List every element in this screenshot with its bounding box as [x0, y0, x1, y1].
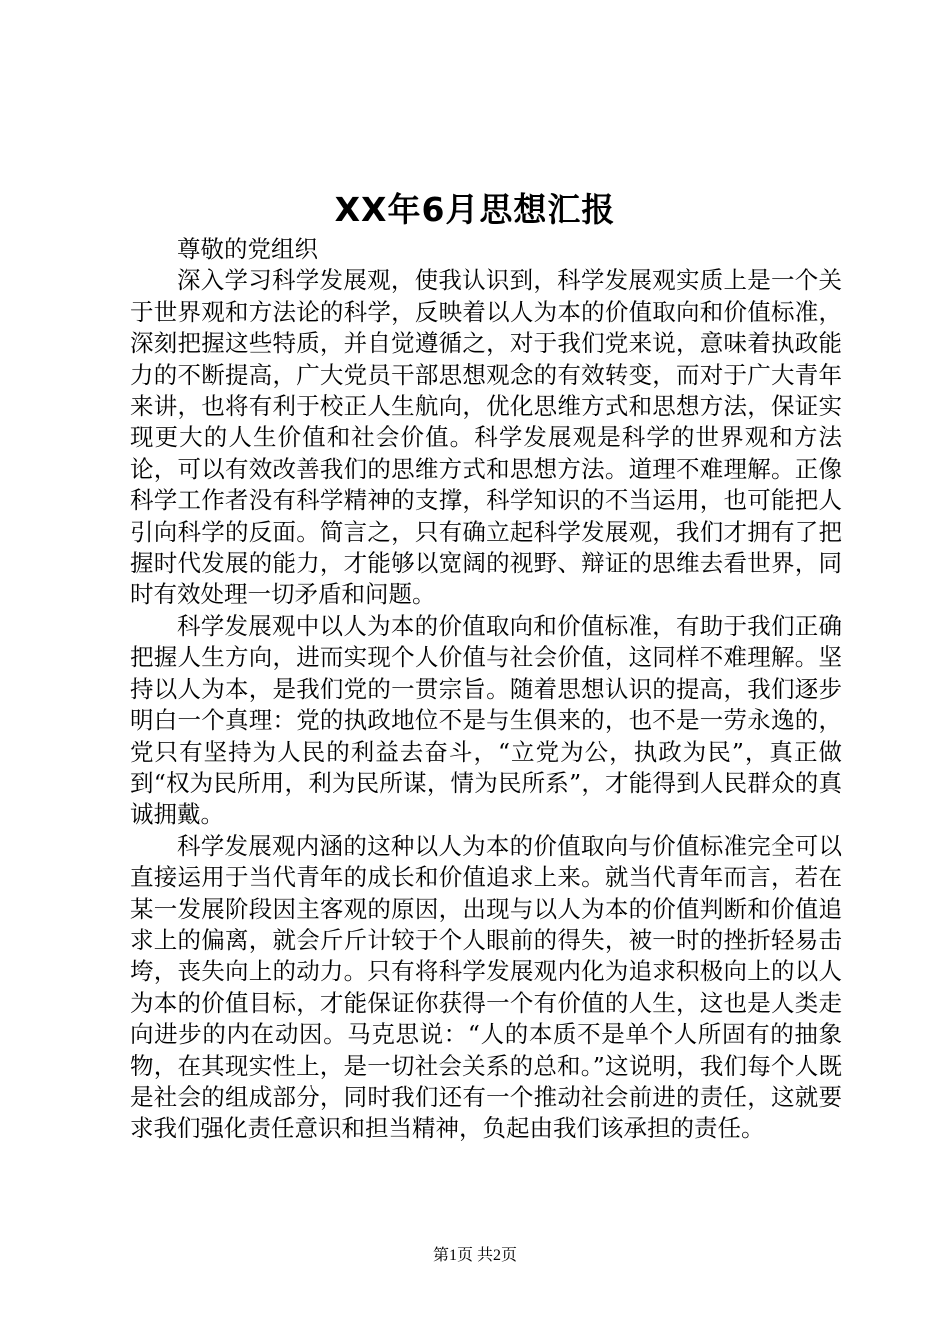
- salutation: 尊敬的党组织: [177, 235, 318, 263]
- page-footer: 第1页 共2页: [432, 1247, 517, 1264]
- paragraph-3: 科学发展观内涵的这种以人为本的价值取向与价值标准完全可以直接运用于当代青年的成长和价值追求上来。就当代青年而言，若在某一发展阶段因主客观的原因，出现与以人为本的价值判断和价值追求上的偏离，就会斤斤计较于个人眼前的得失，被一时的挫折轻易击垮，丧失向上的动力。只有将科学发展观内化为追求积极向上的以人为本的价值目标，才能保证你获得一个有价值的人生，这也是人类走向进步的内在动因。马克思说：“人的本质不是单个人所固有的抽象物，在其现实性上，是一切社会关系的总和。”这说明，我们每个人既是社会的组成部分，同时我们还有一个推动社会前进的责任，这就要求我们强化责任意识和担当精神，负起由我们该承担的责任。: [130, 831, 842, 1143]
- document-title: XX年6月思想汇报: [334, 190, 616, 229]
- paragraph-2: 科学发展观中以人为本的价值取向和价值标准，有助于我们正确把握人生方向，进而实现个人价值与社会价值，这同样不难理解。坚持以人为本，是我们党的一贯宗旨。随着思想认识的提高，我们逐步明白一个真理：党的执政地位不是与生俱来的，也不是一劳永逸的，党只有坚持为人民的利益去奋斗，“立党为公，执政为民”，真正做到“权为民所用，利为民所谋，情为民所系”，才能得到人民群众的真诚拥戴。: [130, 611, 842, 829]
- paragraph-1: 深入学习科学发展观，使我认识到，科学发展观实质上是一个关于世界观和方法论的科学，反映着以人为本的价值取向和价值标准，深刻把握这些特质，并自觉遵循之，对于我们党来说，意味着执政能力的不断提高，广大党员干部思想观念的有效转变，而对于广大青年来讲，也将有利于校正人生航向，优化思维方式和思想方法，保证实现更大的人生价值和社会价值。科学发展观是科学的世界观和方法论，可以有效改善我们的思维方式和思想方法。道理不难理解。正像科学工作者没有科学精神的支撑，科学知识的不当运用，也可能把人引向科学的反面。简言之，只有确立起科学发展观，我们才拥有了把握时代发展的能力，才能够以宽阔的视野、辩证的思维去看世界，同时有效处理一切矛盾和问题。: [130, 266, 842, 609]
- document-body: [130, 234, 842, 1145]
